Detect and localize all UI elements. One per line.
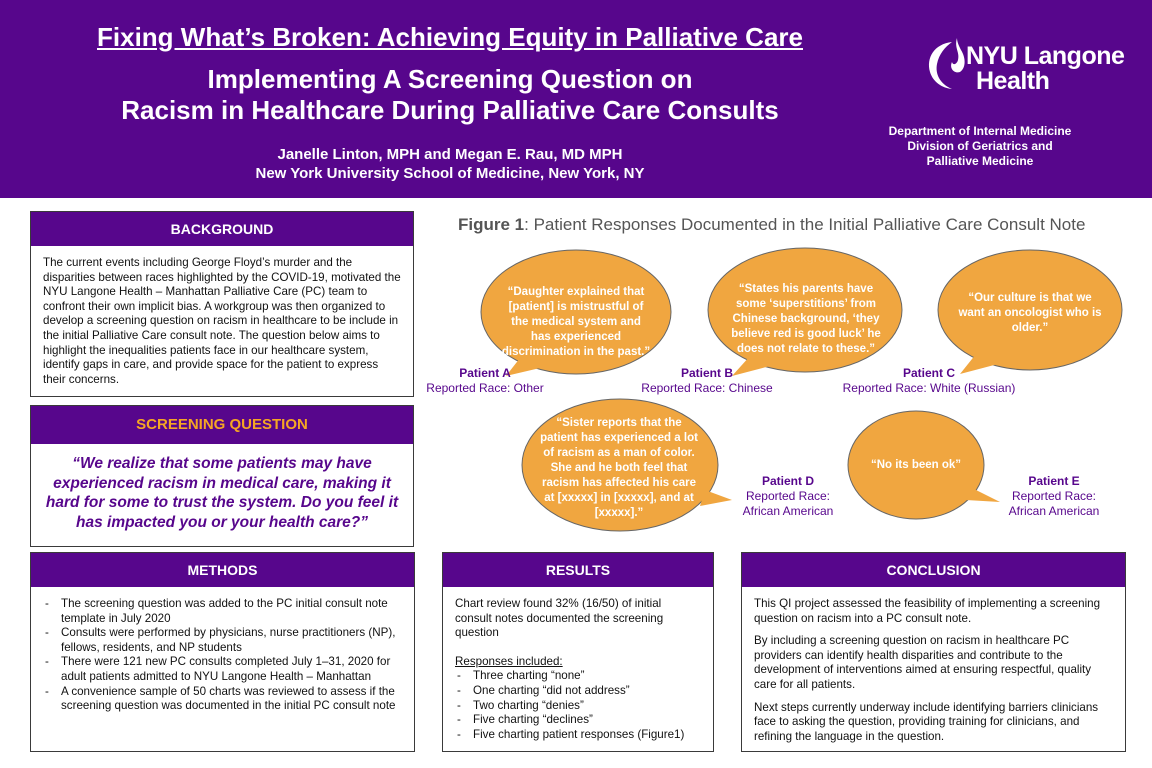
patient-b-name: Patient B [680, 366, 733, 380]
list-item: - Three charting “none” [455, 669, 701, 684]
figure-caption: : Patient Responses Documented in the Initial Palliative Care Consult Note [524, 215, 1086, 234]
conclusion-paragraph-2: By including a screening question on racism in healthcare PC providers can identify health disparities and contribute to the development of interventions aimed at ensuring respectful, quality care for all patients. [754, 634, 1092, 691]
patient-a-name: Patient A [459, 366, 511, 380]
logo-line-2: Health [976, 67, 1050, 95]
results-heading: RESULTS [443, 553, 713, 587]
poster-title: Fixing What’s Broken: Achieving Equity in Palliative Care [97, 22, 803, 52]
quote-patient-e: “No its been ok” [870, 458, 962, 471]
quote-patient-c: “Our culture is that we want an oncologist who is older.” [958, 291, 1102, 334]
patient-e-name: Patient E [1028, 474, 1080, 488]
figure-label: Figure 1 [458, 215, 525, 234]
list-item: - Five charting “declines” [455, 713, 701, 728]
dept-line-1: Department of Internal Medicine [888, 124, 1072, 138]
patient-b-race: Reported Race: Chinese [641, 381, 773, 395]
conclusion-panel [741, 552, 1126, 752]
patient-e-race-1: Reported Race: [1011, 489, 1097, 503]
label-patient-d [730, 474, 846, 519]
list-item: - Consults were performed by physicians, nurse practitioners (NP), fellows, residents, and NP students [43, 626, 402, 655]
quote-patient-a: “Daughter explained that [patient] is mistrustful of the medical system and has experienced discrimination in the past.” [501, 285, 651, 358]
results-intro: Chart review found 32% (16/50) of initial consult notes documented the screening question [455, 597, 664, 640]
quote-patient-b: “States his parents have some ‘superstitions’ from Chinese background, ‘they believe red is good luck’ he does not relate to these.” [731, 282, 881, 355]
methods-panel [30, 552, 415, 752]
patient-a-race: Reported Race: Other [426, 381, 544, 395]
list-item: - Five charting patient responses (Figure1) [455, 728, 701, 743]
background-heading: BACKGROUND [31, 212, 413, 246]
authors: Janelle Linton, MPH and Megan E. Rau, MD MPH [277, 146, 623, 163]
quote-patient-d: “Sister reports that the patient has experienced a lot of racism as a man of color. She and he both feel that racism has affected his care at [xxxxx] in [xxxxx], and at [xxxxx].” [540, 416, 698, 519]
list-item: - Two charting “denies” [455, 699, 701, 714]
screening-question-heading: SCREENING QUESTION [31, 406, 413, 444]
list-item: - A convenience sample of 50 charts was reviewed to assess if the screening question was documented in the initial PC consult note [43, 685, 402, 714]
responses-heading: Responses included: [455, 654, 563, 668]
results-panel [442, 552, 714, 752]
list-item: - There were 121 new PC consults completed July 1–31, 2020 for adult patients admitted to NYU Langone Health – Manhattan [43, 655, 402, 684]
subtitle-line-2: Racism in Healthcare During Palliative Care Consults [121, 95, 779, 125]
screening-question-quote: “We realize that some patients may have experienced racism in medical care, making it hard for some to trust the system. Do you feel it has impacted you or your health care?” [45, 455, 399, 531]
label-patient-b [632, 366, 782, 396]
patient-e-race-2: African American [1008, 504, 1100, 518]
dept-line-3: Palliative Medicine [926, 154, 1034, 168]
conclusion-heading: CONCLUSION [742, 553, 1125, 587]
label-patient-e [996, 474, 1112, 519]
patient-d-name: Patient D [761, 474, 814, 488]
dept-line-2: Division of Geriatrics and [907, 139, 1053, 153]
patient-c-name: Patient C [902, 366, 955, 380]
conclusion-paragraph-3: Next steps currently underway include identifying barriers clinicians face to asking the question, providing training for clinicians, and refining the language in the question. [754, 700, 1099, 743]
list-item: - The screening question was added to the PC initial consult note template in July 2020 [43, 597, 402, 626]
methods-list [43, 597, 402, 714]
label-patient-c [834, 366, 1024, 396]
logo-line-1: NYU Langone [966, 42, 1125, 70]
background-text: The current events including George Floyd’s murder and the disparities between races highlighted by the COVID-19, motivated the NYU Langone Health – Manhattan Palliative Care (PC) team to confront their own implicit bias. A workgroup was then organized to develop a screening question on racism in healthcare to be include in the initial Palliative Care consult note. The question below aims to highlight the inequalities patients face in our healthcare system, identify gaps in care, and provide space for the patient to express their concerns. [43, 256, 401, 386]
methods-heading: METHODS [31, 553, 414, 587]
patient-d-race-1: Reported Race: [745, 489, 831, 503]
conclusion-paragraph-1: This QI project assessed the feasibility of implementing a screening question on racism into a PC consult note. [754, 597, 1101, 625]
subtitle-line-1: Implementing A Screening Question on [207, 64, 693, 94]
institution: New York University School of Medicine, New York, NY [255, 165, 645, 182]
responses-list [455, 669, 701, 742]
patient-c-race: Reported Race: White (Russian) [842, 381, 1016, 395]
label-patient-a [420, 366, 550, 396]
list-item: - One charting “did not address” [455, 684, 701, 699]
patient-d-race-2: African American [742, 504, 834, 518]
